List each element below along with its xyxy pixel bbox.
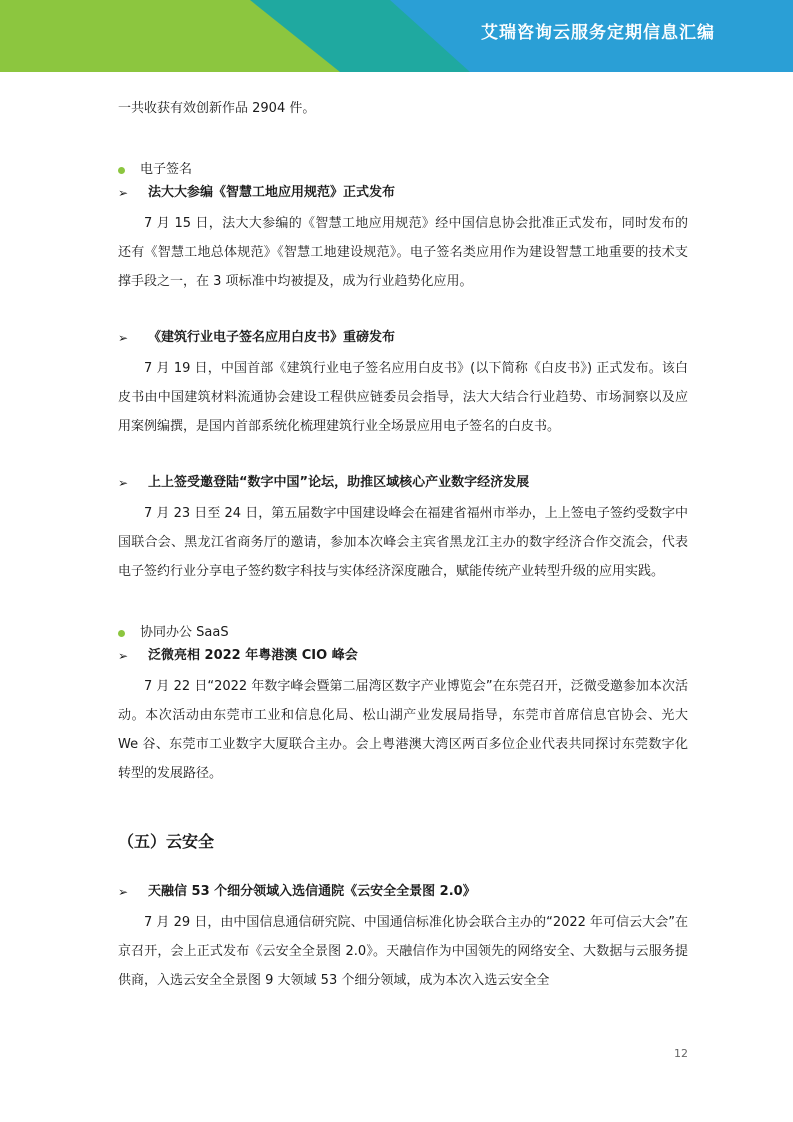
bullet-dot-icon xyxy=(118,630,125,637)
page-header xyxy=(0,0,793,72)
news-heading xyxy=(118,181,688,205)
news-body: 7 月 19 日，中国首部《建筑行业电子签名应用白皮书》(以下简称《白皮书》) 正式发布。该白皮书由中国建筑材料流通协会建设工程供应链委员会指导，法大大结合行业趋势、市场洞察以及应用案例编撰，是国内首部系统化梳理建筑行业全场景应用电子签名的白皮书。 xyxy=(118,361,688,434)
intro-paragraph: 一共收获有效创新作品 2904 件。 xyxy=(118,101,316,116)
header-title: 艾瑞咨询云服务定期信息汇编 xyxy=(481,23,715,43)
news-heading-text: 泛微亮相 2022 年粤港澳 CIO 峰会 xyxy=(148,648,358,663)
page-number: 12 xyxy=(674,1047,688,1060)
news-heading xyxy=(118,326,688,350)
news-heading-text: 上上签受邀登陆“数字中国”论坛，助推区域核心产业数字经济发展 xyxy=(148,475,530,490)
section-title-cloud-security: （五）云安全 xyxy=(118,832,215,851)
news-body: 7 月 23 日至 24 日，第五届数字中国建设峰会在福建省福州市举办，上上签电子签约受数字中国联合会、黑龙江省商务厅的邀请，参加本次峰会主宾省黑龙江主办的数字经济合作交流会，代表电子签约行业分享电子签约数字科技与实体经济深度融合，赋能传统产业转型升级的应用实践。 xyxy=(118,506,688,579)
bullet-label: 协同办公 SaaS xyxy=(140,625,229,640)
arrow-icon: ➢ xyxy=(118,476,129,490)
arrow-icon: ➢ xyxy=(118,885,129,899)
news-heading-text: 《建筑行业电子签名应用白皮书》重磅发布 xyxy=(148,330,396,345)
bullet-dot-icon xyxy=(118,167,125,174)
news-body: 7 月 22 日“2022 年数字峰会暨第二届湾区数字产业博览会”在东莞召开，泛微受邀参加本次活动。本次活动由东莞市工业和信息化局、松山湖产业发展局指导，东莞市首席信息官协会、光大 We 谷、东莞市工业数字大厦联合主办。会上粤港澳大湾区两百多位企业代表共同探讨东莞数字化转型的发展路径。 xyxy=(118,679,688,781)
bullet-esign xyxy=(118,159,688,181)
news-heading-text: 天融信 53 个细分领域入选信通院《云安全全景图 2.0》 xyxy=(148,884,476,899)
news-heading xyxy=(118,471,688,495)
news-body: 7 月 29 日，由中国信息通信研究院、中国通信标准化协会联合主办的“2022 年可信云大会”在京召开，会上正式发布《云安全全景图 2.0》。天融信作为中国领先的网络安全、大数据与云服务提供商，入选云安全全景图 9 大领域 53 个细分领域，成为本次入选云安全全 xyxy=(118,915,688,988)
arrow-icon: ➢ xyxy=(118,331,129,345)
news-heading-text: 法大大参编《智慧工地应用规范》正式发布 xyxy=(148,185,396,200)
news-heading xyxy=(118,880,688,904)
bullet-label: 电子签名 xyxy=(140,162,193,177)
news-heading xyxy=(118,644,688,668)
page-content xyxy=(118,94,688,995)
arrow-icon: ➢ xyxy=(118,649,129,663)
arrow-icon: ➢ xyxy=(118,186,129,200)
bullet-saas xyxy=(118,622,688,644)
news-body: 7 月 15 日，法大大参编的《智慧工地应用规范》经中国信息协会批准正式发布，同时发布的还有《智慧工地总体规范》《智慧工地建设规范》。电子签名类应用作为建设智慧工地重要的技术支撑手段之一，在 3 项标准中均被提及，成为行业趋势化应用。 xyxy=(118,216,688,289)
